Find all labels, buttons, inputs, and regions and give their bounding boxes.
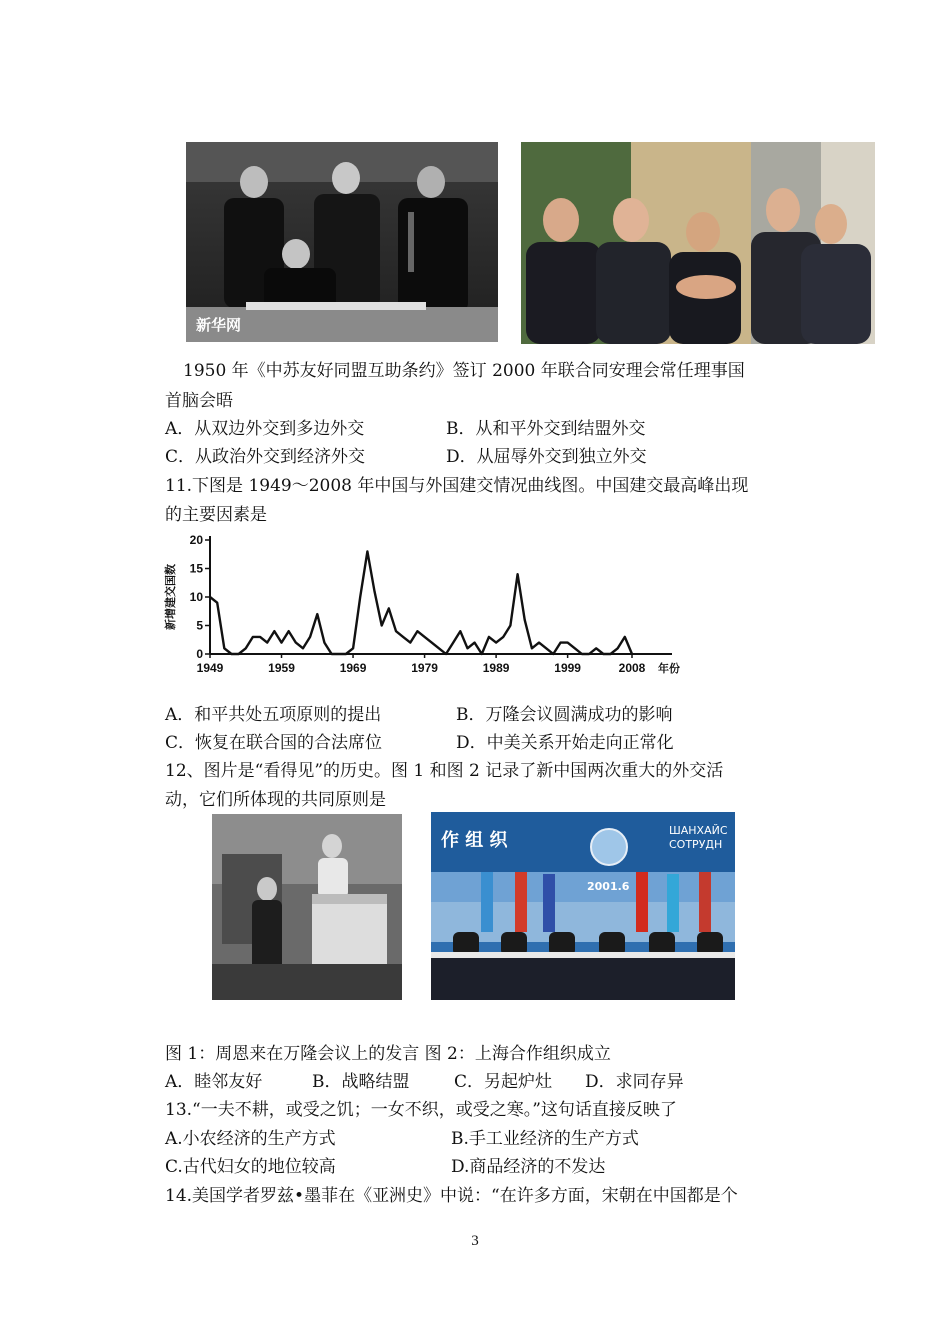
x-tick-label: 1959: [268, 661, 295, 675]
y-tick-label: 10: [189, 590, 203, 604]
photo-bandung-speech: [212, 814, 402, 1000]
sco-logo-year: 2001.6: [587, 880, 630, 893]
chart-svg: [160, 528, 700, 680]
q11-option-c[interactable]: C．恢复在联合国的合法席位: [165, 733, 383, 753]
series-line: [210, 551, 632, 654]
q13-stem: 13.“一夫不耕，或受之饥；一女不织，或受之寒。”这句话直接反映了: [165, 1100, 677, 1120]
x-axis-label: 年份: [658, 663, 680, 675]
q13-option-c[interactable]: C.古代妇女的地位较高: [165, 1157, 336, 1177]
photo-treaty-signing: [186, 142, 498, 342]
q10-option-a[interactable]: A．从双边外交到多边外交: [165, 419, 365, 439]
q10-option-b[interactable]: B．从和平外交到结盟外交: [446, 419, 646, 439]
x-tick-label: 1999: [554, 661, 581, 675]
y-tick-label: 5: [196, 618, 203, 633]
sco-globe-logo: [591, 829, 627, 865]
q12-stem-line2: 动，它们所体现的共同原则是: [165, 790, 386, 810]
sco-banner-right1: ШАНХАЙС: [669, 824, 728, 837]
q11-stem-line1: 11.下图是 1949～2008 年中国与外国建交情况曲线图。中国建交最高峰出现: [165, 476, 749, 496]
y-axis-label: [163, 564, 177, 630]
q12-option-a[interactable]: A．睦邻友好: [165, 1072, 263, 1092]
x-tick-label: 2008: [618, 661, 646, 675]
q12-stem-line1: 12、图片是“看得见”的历史。图 1 和图 2 记录了新中国两次重大的外交活: [165, 761, 724, 781]
x-tick-label: 1989: [482, 661, 510, 675]
x-tick-label: 1979: [411, 661, 438, 675]
q10-option-c[interactable]: C．从政治外交到经济外交: [165, 447, 366, 467]
q10-caption-line2: 首脑会晤: [165, 391, 233, 411]
x-tick-label: 1969: [339, 661, 367, 675]
chart-axes: [210, 536, 672, 654]
q13-option-a[interactable]: A.小农经济的生产方式: [165, 1129, 336, 1149]
watermark-label: 新华网: [196, 316, 242, 334]
y-tick-label: 0: [196, 647, 203, 661]
x-tick-label: 1949: [196, 661, 224, 675]
q14-stem: 14.美国学者罗兹•墨菲在《亚洲史》中说：“在许多方面，宋朝在中国都是个: [165, 1186, 738, 1206]
q12-option-b[interactable]: B．战略结盟: [312, 1072, 410, 1092]
sco-banner-right2: СОТРУДН: [669, 838, 723, 851]
photo-sco-founding: [431, 812, 735, 1000]
q10-caption-line1: 1950 年《中苏友好同盟互助条约》签订 2000 年联合同安理会常任理事国: [183, 361, 745, 381]
photo-leaders-summit: [521, 142, 875, 344]
diplomatic-relations-chart: [160, 528, 700, 680]
page-number: 3: [471, 1233, 479, 1249]
q12-option-d[interactable]: D．求同存异: [585, 1072, 684, 1092]
q12-option-c[interactable]: C．另起炉灶: [454, 1072, 553, 1092]
q13-option-d[interactable]: D.商品经济的不发达: [451, 1157, 606, 1177]
q11-stem-line2: 的主要因素是: [165, 505, 267, 525]
q13-option-b[interactable]: B.手工业经济的生产方式: [451, 1129, 639, 1149]
q11-option-a[interactable]: A．和平共处五项原则的提出: [165, 705, 382, 725]
q12-figure-caption: 图 1：周恩来在万隆会议上的发言 图 2：上海合作组织成立: [165, 1044, 611, 1064]
q11-option-b[interactable]: B．万隆会议圆满成功的影响: [456, 705, 673, 725]
y-tick-label: 20: [189, 533, 203, 547]
sco-banner-left: 作 组 织: [441, 830, 508, 851]
y-tick-label: 15: [189, 561, 203, 576]
y-axis-label-text: 新增建交国数: [165, 564, 177, 630]
q11-option-d[interactable]: D．中美关系开始走向正常化: [456, 733, 674, 753]
q10-option-d[interactable]: D．从屈辱外交到独立外交: [446, 447, 647, 467]
